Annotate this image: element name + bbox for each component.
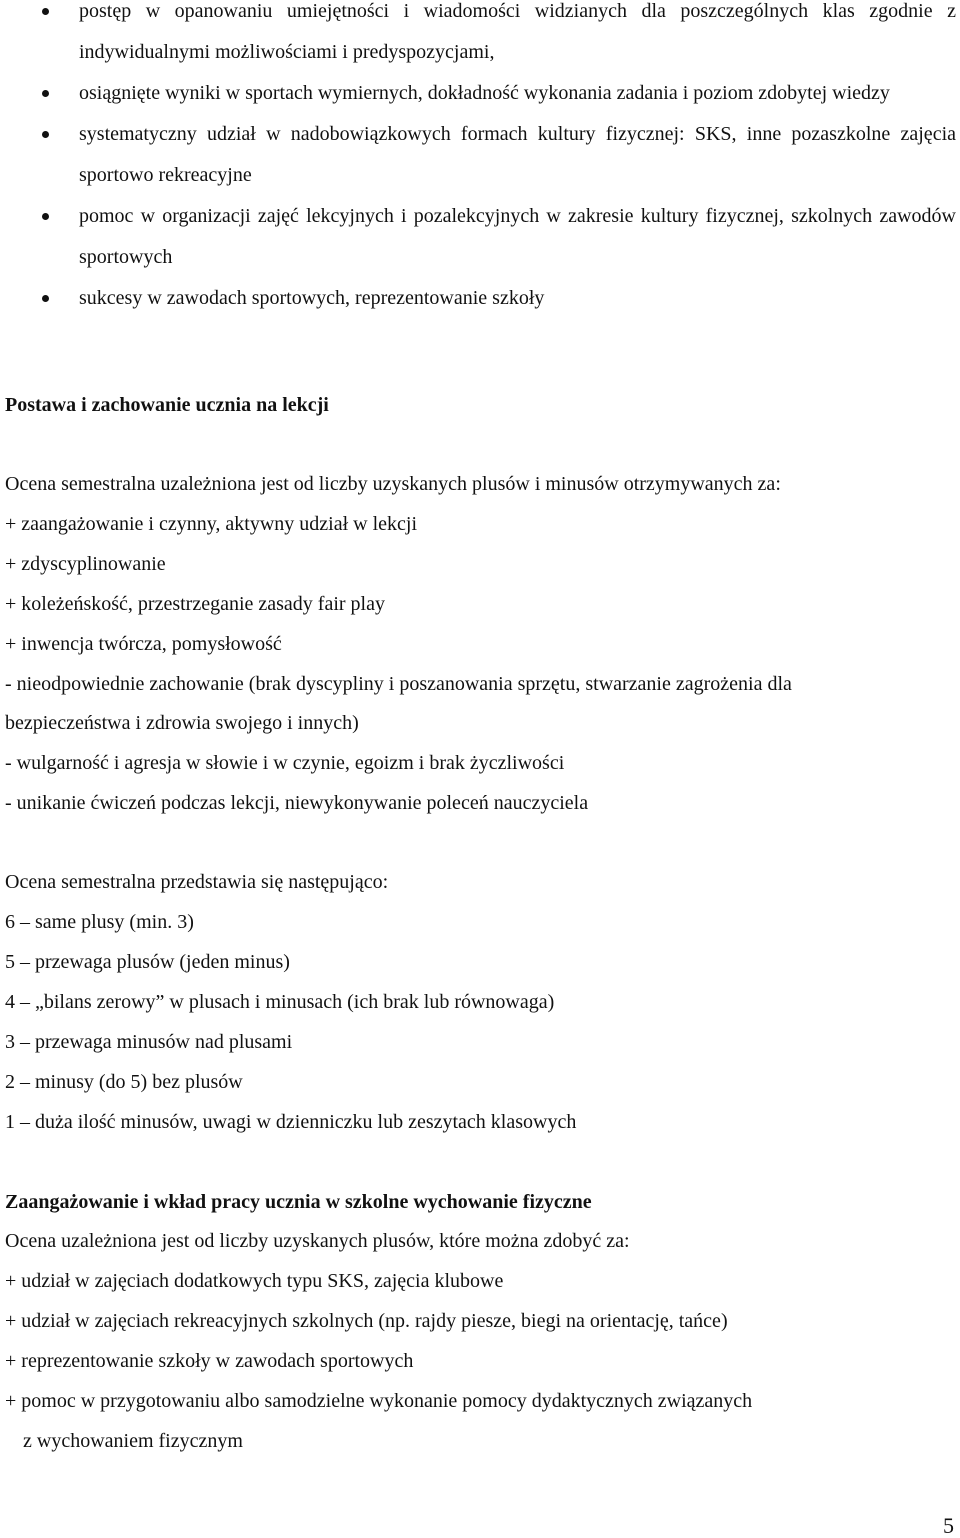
bullet-item xyxy=(0,278,960,319)
list-item: - nieodpowiednie zachowanie (brak dyscypliny i poszanowania sprzętu, stwarzanie zagrożenia dla xyxy=(5,673,792,695)
bullet-icon xyxy=(42,131,49,138)
section-heading: Zaangażowanie i wkład pracy ucznia w szkolne wychowanie fizyczne xyxy=(5,1191,592,1213)
grades-intro: Ocena semestralna przedstawia się następująco: xyxy=(5,871,389,893)
list-item: + pomoc w przygotowaniu albo samodzielne wykonanie pomocy dydaktycznych związanych xyxy=(5,1390,753,1412)
bullet-text: osiągnięte wyniki w sportach wymiernych, dokładność wykonania zadania i poziom zdobytej wiedzy xyxy=(79,82,890,104)
list-item: + udział w zajęciach rekreacyjnych szkolnych (np. rajdy piesze, biegi na orientację, tańce) xyxy=(5,1310,728,1332)
list-item: - wulgarność i agresja w słowie i w czynie, egoizm i brak życzliwości xyxy=(5,752,565,774)
bullet-icon xyxy=(42,295,49,302)
grade-item: 4 – „bilans zerowy” w plusach i minusach (ich brak lub równowaga) xyxy=(5,991,555,1013)
bullet-icon xyxy=(42,8,49,15)
bullet-icon xyxy=(42,213,49,220)
list-item: - unikanie ćwiczeń podczas lekcji, niewykonywanie poleceń nauczyciela xyxy=(5,792,589,814)
criteria-bullet-list xyxy=(0,0,960,319)
grade-item: 2 – minusy (do 5) bez plusów xyxy=(5,1071,243,1093)
section-intro: Ocena uzależniona jest od liczby uzyskanych plusów, które można zdobyć za: xyxy=(5,1230,630,1252)
bullet-text: pomoc w organizacji zajęć lekcyjnych i pozalekcyjnych w zakresie kultury fizycznej, szkolnych zawodów sportowych xyxy=(79,205,956,268)
list-item: + reprezentowanie szkoły w zawodach sportowych xyxy=(5,1350,414,1372)
list-item: + inwencja twórcza, pomysłowość xyxy=(5,633,282,655)
bullet-text: postęp w opanowaniu umiejętności i wiadomości widzianych dla poszczególnych klas zgodnie z indywidualnymi możliwościami i predyspozycjami, xyxy=(79,0,956,63)
page-number: 5 xyxy=(943,1513,954,1538)
grade-item: 3 – przewaga minusów nad plusami xyxy=(5,1031,293,1053)
section-intro: Ocena semestralna uzależniona jest od liczby uzyskanych plusów i minusów otrzymywanych za: xyxy=(5,473,781,495)
grade-item: 1 – duża ilość minusów, uwagi w dzienniczku lub zeszytach klasowych xyxy=(5,1111,577,1133)
grade-item: 5 – przewaga plusów (jeden minus) xyxy=(5,951,290,973)
list-item: + koleżeńskość, przestrzeganie zasady fair play xyxy=(5,593,385,615)
list-item: z wychowaniem fizycznym xyxy=(23,1430,243,1452)
section-heading: Postawa i zachowanie ucznia na lekcji xyxy=(5,394,329,416)
bullet-item xyxy=(0,114,960,196)
grade-item: 6 – same plusy (min. 3) xyxy=(5,911,194,933)
list-item: bezpieczeństwa i zdrowia swojego i innych) xyxy=(5,712,359,734)
list-item: + zaangażowanie i czynny, aktywny udział w lekcji xyxy=(5,513,418,535)
bullet-icon xyxy=(42,90,49,97)
bullet-item xyxy=(0,73,960,114)
bullet-item xyxy=(0,196,960,278)
bullet-item xyxy=(0,0,960,73)
bullet-text: systematyczny udział w nadobowiązkowych formach kultury fizycznej: SKS, inne pozaszkolne zajęcia sportowo rekreacyjne xyxy=(79,123,956,186)
list-item: + udział w zajęciach dodatkowych typu SKS, zajęcia klubowe xyxy=(5,1270,504,1292)
list-item: + zdyscyplinowanie xyxy=(5,553,166,575)
bullet-text: sukcesy w zawodach sportowych, reprezentowanie szkoły xyxy=(79,287,545,309)
